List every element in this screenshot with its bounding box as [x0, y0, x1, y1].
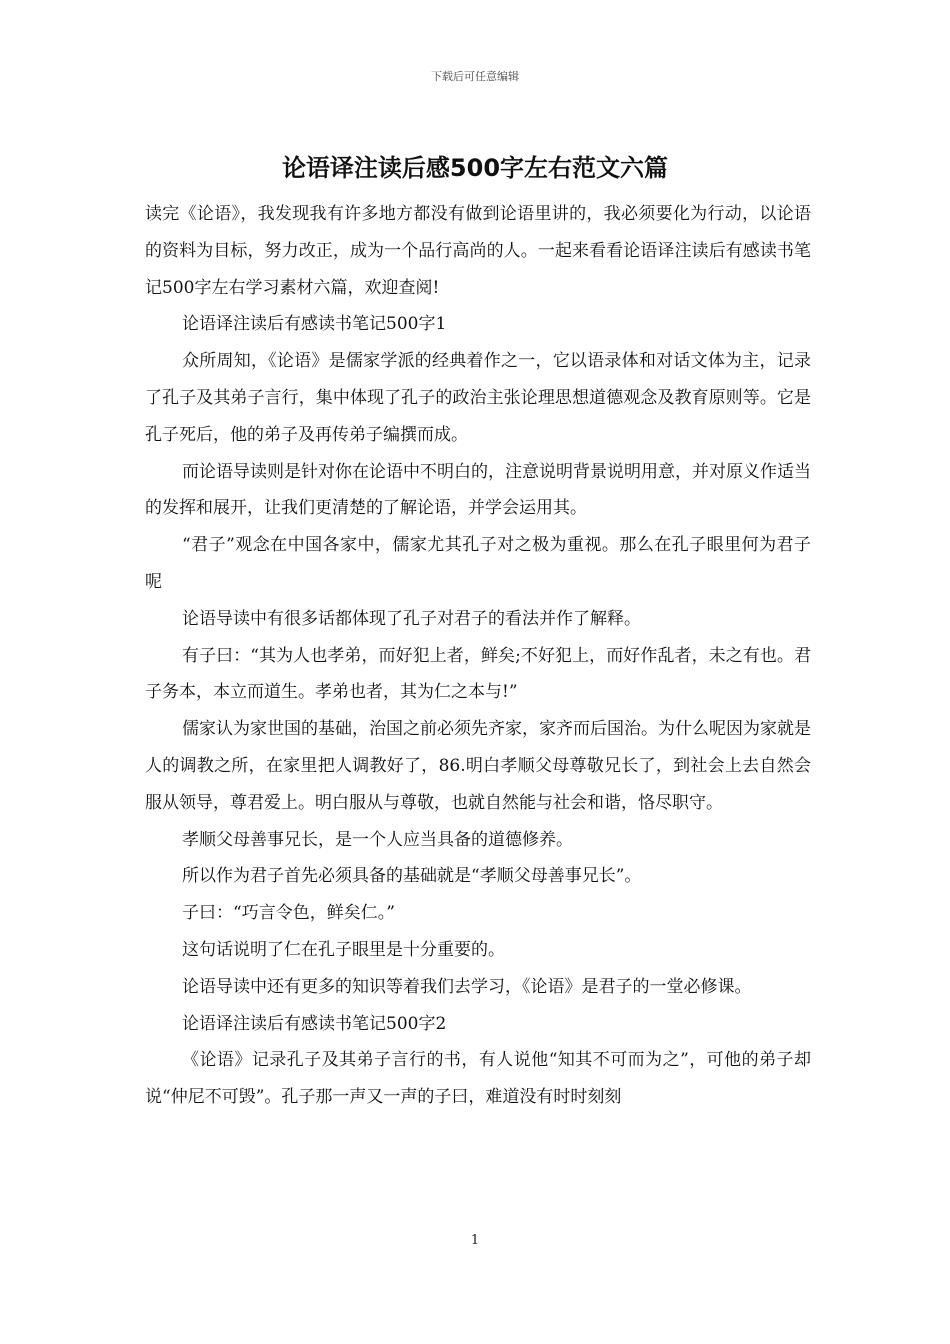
- section-heading: 论语译注读后有感读书笔记500字1: [182, 314, 447, 335]
- document-body: [145, 196, 811, 1116]
- paragraph: 有子曰：“其为人也孝弟，而好犯上者，鲜矣;不好犯上，而好作乱者，未之有也。君子务本，本立而道生。孝弟也者，其为仁之本与!”: [145, 645, 811, 703]
- section-heading: 论语译注读后有感读书笔记500字2: [182, 1013, 447, 1034]
- paragraph: 众所周知，《论语》是儒家学派的经典着作之一，它以语录体和对话文体为主，记录了孔子及其弟子言行，集中体现了孔子的政治主张论理思想道德观念及教育原则等。它是孔子死后，他的弟子及再传弟子编撰而成。: [145, 351, 811, 445]
- paragraph: 儒家认为家世国的基础，治国之前必须先齐家，家齐而后国治。为什么呢因为家就是人的调教之所，在家里把人调教好了，86.明白孝顺父母尊敬兄长了，到社会上去自然会服从领导，尊君爱上。明白服从与尊敬，也就自然能与社会和谐，恪尽职守。: [145, 719, 811, 813]
- paragraph: 这句话说明了仁在孔子眼里是十分重要的。: [182, 939, 505, 960]
- paragraph: 所以作为君子首先必须具备的基础就是“孝顺父母善事兄长”。: [182, 866, 642, 887]
- paragraph: 《论语》记录孔子及其弟子言行的书，有人说他“知其不可而为之”，可他的弟子却说“仲尼不可毁”。孔子那一声又一声的子曰，难道没有时时刻刻: [145, 1050, 811, 1108]
- document-title: 论语译注读后感500字左右范文六篇: [281, 154, 669, 182]
- paragraph: 论语导读中还有更多的知识等着我们去学习，《论语》是君子的一堂必修课。: [182, 976, 752, 997]
- paragraph: 读完《论语》，我发现我有许多地方都没有做到论语里讲的，我必须要化为行动，以论语的资料为目标，努力改正，成为一个品行高尚的人。一起来看看论语译注读后有感读书笔记500字左右学习素材六篇，欢迎查阅!: [145, 204, 811, 298]
- paragraph: 论语导读中有很多话都体现了孔子对君子的看法并作了解释。: [182, 608, 641, 629]
- page-header: 下载后可任意编辑: [431, 70, 519, 83]
- paragraph: 孝顺父母善事兄长，是一个人应当具备的道德修养。: [182, 829, 573, 850]
- paragraph: 子曰：“巧言令色，鲜矣仁。”: [182, 903, 395, 924]
- paragraph: 而论语导读则是针对你在论语中不明白的，注意说明背景说明用意，并对原义作适当的发挥和展开，让我们更清楚的了解论语，并学会运用其。: [145, 461, 811, 519]
- page-number: 1: [470, 1233, 480, 1248]
- paragraph: “君子”观念在中国各家中，儒家尤其孔子对之极为重视。那么在孔子眼里何为君子呢: [145, 535, 811, 592]
